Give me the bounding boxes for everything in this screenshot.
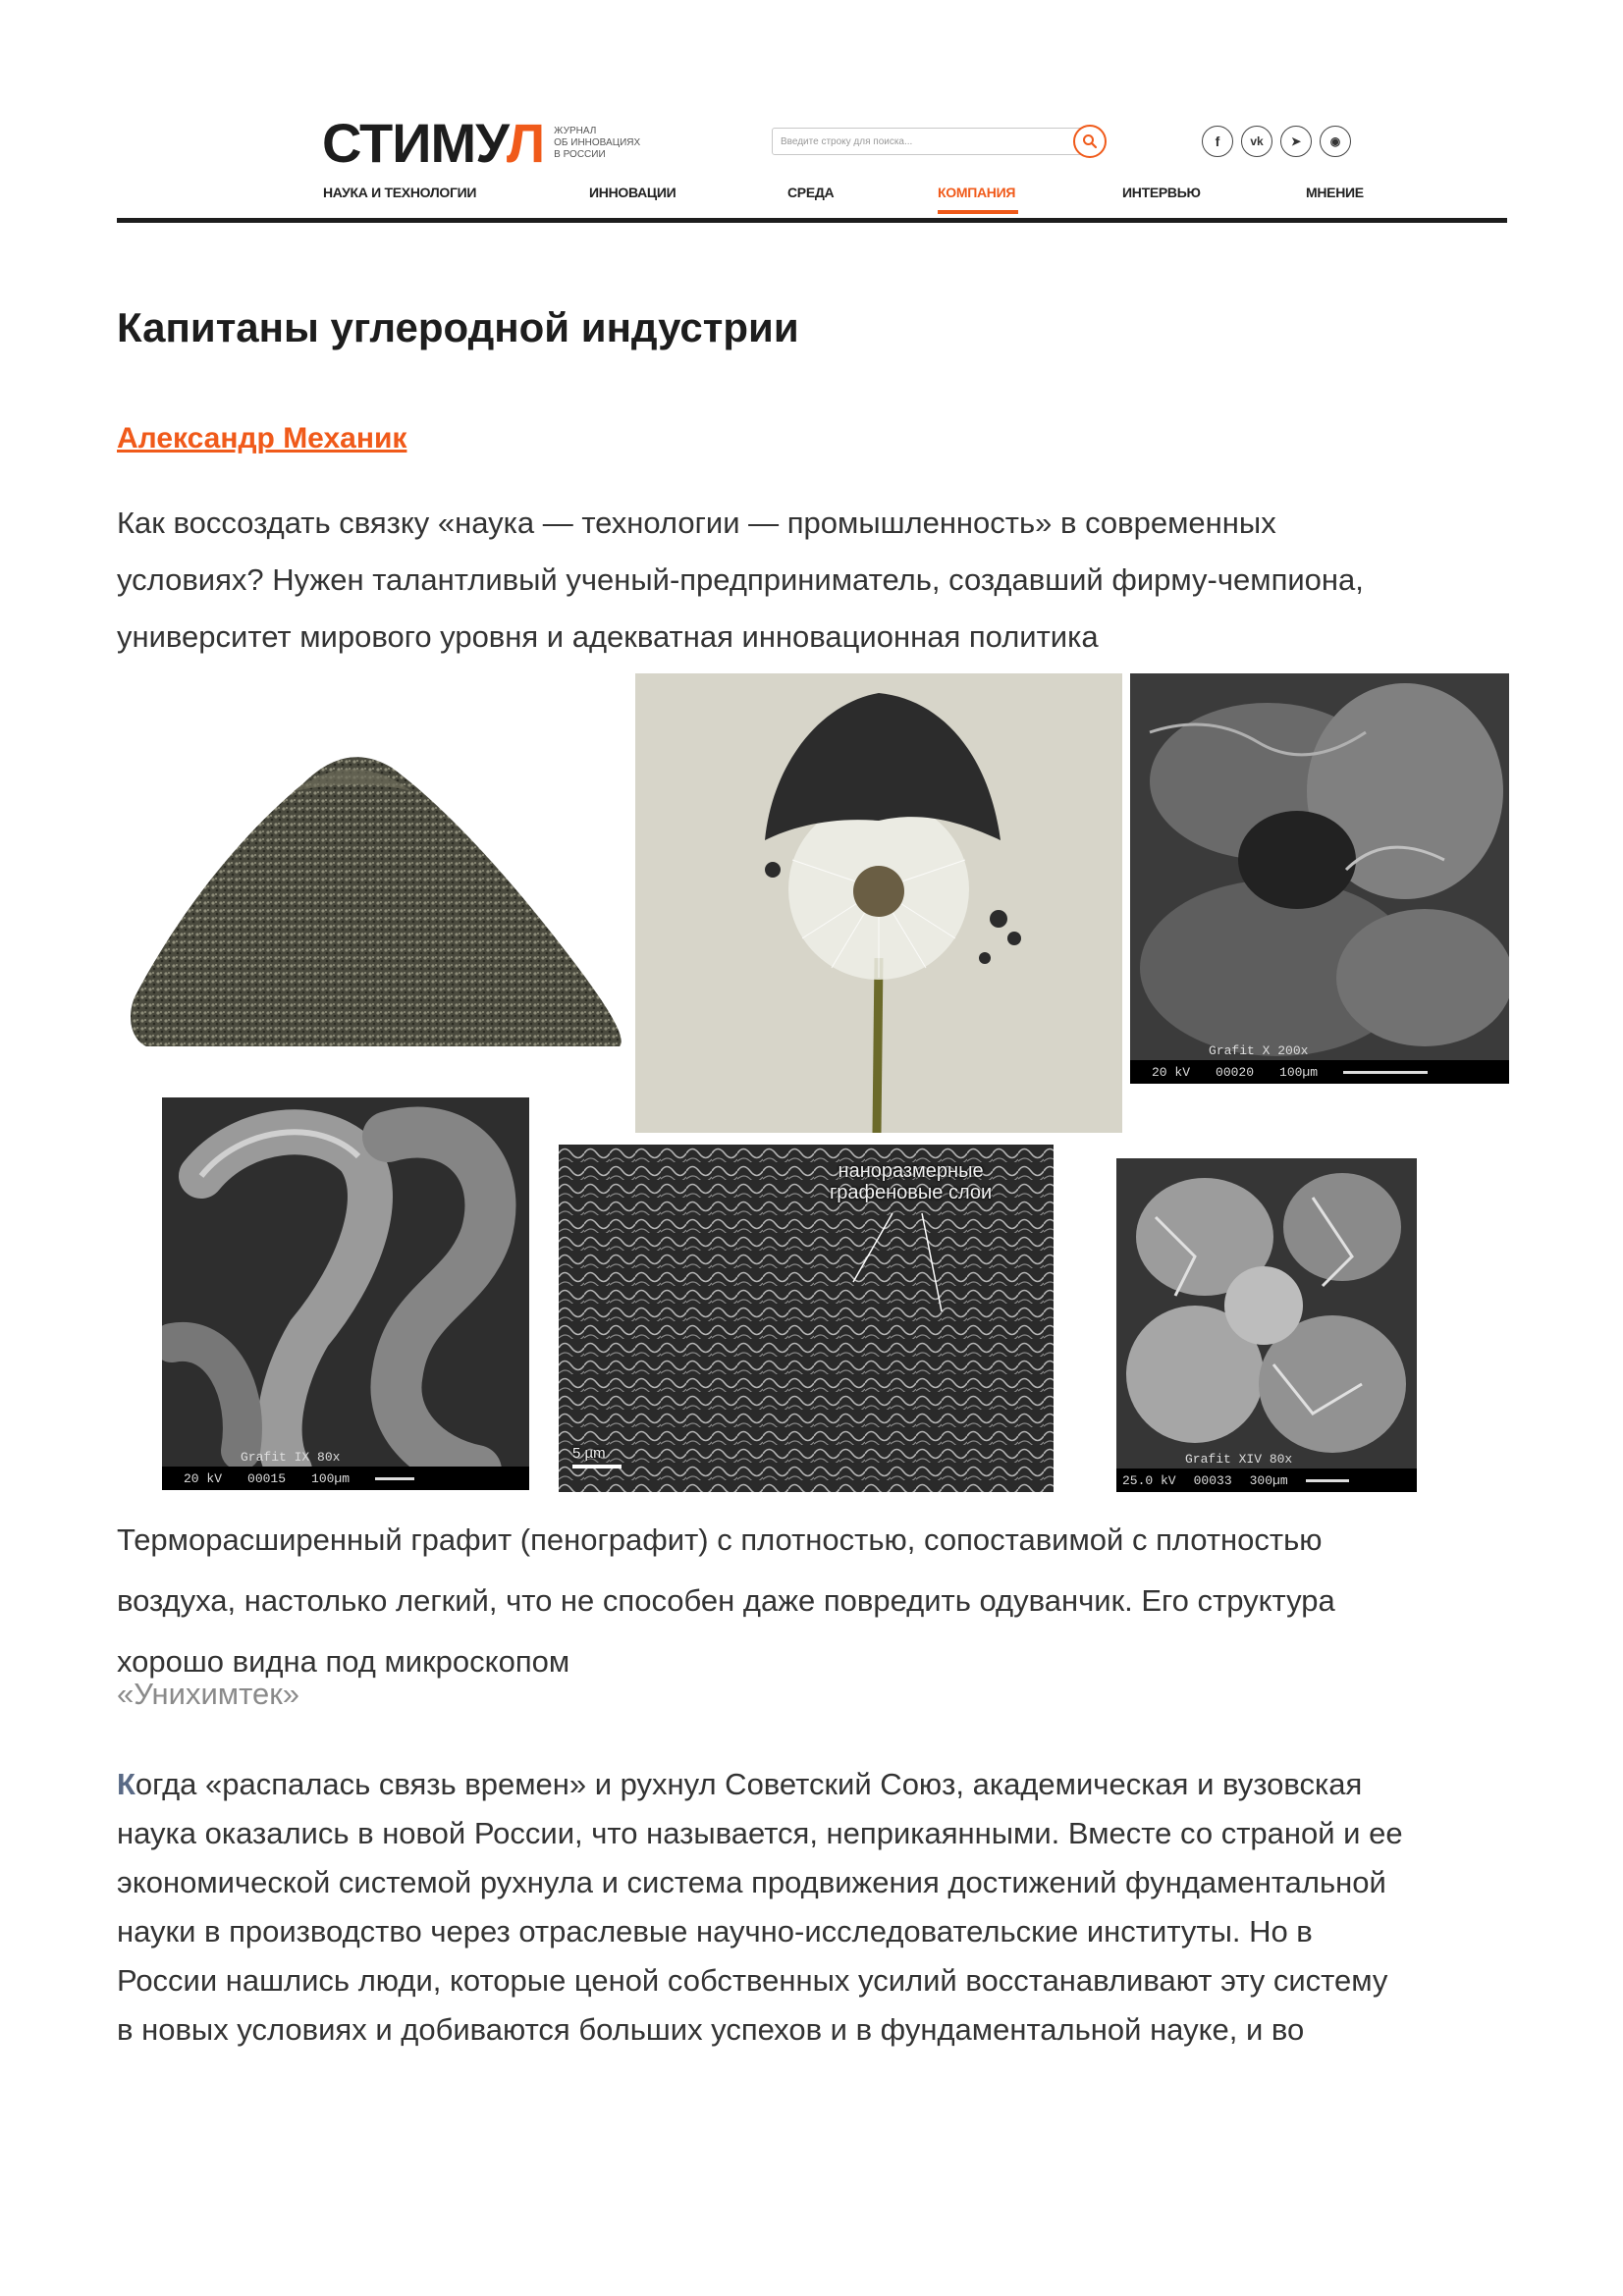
sem2-scale: 100µm xyxy=(311,1470,351,1486)
sem4-scale: 300µm xyxy=(1249,1472,1288,1488)
body-line: экономической системой рухнула и система продвижения достижений фундаментальной xyxy=(117,1865,1386,1899)
sem4-frame: 00033 xyxy=(1193,1472,1232,1488)
sem1-magnification: Grafit X 200x xyxy=(1209,1043,1309,1058)
logo-subtitle xyxy=(554,126,672,161)
body-line: наука оказались в новой России, что называется, неприкаянными. Вместе со страной и ее xyxy=(117,1816,1403,1850)
sem-micrograph-1 xyxy=(1130,673,1509,1084)
site-logo[interactable] xyxy=(322,112,672,174)
sem-micrograph-4 xyxy=(1116,1158,1417,1492)
nav-item-company[interactable]: КОМПАНИЯ xyxy=(938,185,1016,200)
body-line-first: огда «распалась связь времен» и рухнул Советский Союз, академическая и вузовская xyxy=(135,1767,1363,1801)
sem1-scale-bar xyxy=(1130,1060,1509,1084)
social-links xyxy=(1202,126,1351,157)
facebook-icon[interactable]: f xyxy=(1202,126,1233,157)
graphite-pile-photo xyxy=(117,673,635,1086)
author-link[interactable]: Александр Механик xyxy=(117,422,407,454)
sem4-magnification: Grafit XIV 80x xyxy=(1185,1452,1293,1467)
annotation-line: наноразмерные xyxy=(838,1160,984,1182)
graphene-layers-annotation xyxy=(830,1160,992,1203)
logo-wordmark xyxy=(322,112,545,174)
search-box xyxy=(772,128,1098,155)
lead-line: университет мирового уровня и адекватная инновационная политика xyxy=(117,619,1099,654)
nav-item-opinion[interactable]: МНЕНИЕ xyxy=(1306,185,1364,200)
dandelion-photo xyxy=(635,673,1122,1133)
logo-subtitle-line: В РОССИИ xyxy=(554,149,606,160)
body-line: науки в производство через отраслевые научно-исследовательские институты. Но в xyxy=(117,1914,1313,1949)
sem1-scale: 100µm xyxy=(1279,1064,1319,1080)
logo-subtitle-line: ЖУРНАЛ xyxy=(554,126,597,136)
sem4-voltage: 25.0 kV xyxy=(1122,1472,1176,1488)
annotation-line: графеновые слои xyxy=(830,1182,993,1203)
rss-icon[interactable]: ◉ xyxy=(1320,126,1351,157)
caption-line: воздуха, настолько легкий, что не способен даже повредить одуванчик. Его структура xyxy=(117,1583,1335,1618)
sem2-magnification: Grafit IX 80x xyxy=(241,1450,341,1465)
sem2-frame: 00015 xyxy=(247,1470,287,1486)
sem2-scale-bar xyxy=(162,1467,529,1490)
sem2-voltage: 20 kV xyxy=(184,1470,223,1486)
body-line: в новых условиях и добиваются больших успехов и в фундаментальной науке, и во xyxy=(117,2012,1305,2047)
sem1-frame: 00020 xyxy=(1216,1064,1255,1080)
sem4-scale-bar xyxy=(1116,1468,1417,1492)
article-title: Капитаны углеродной индустрии xyxy=(117,304,799,350)
photo-credit: «Унихимтек» xyxy=(117,1677,299,1711)
sem3-scale: 5 µm xyxy=(572,1445,606,1462)
lead-line: Как воссоздать связку «наука — технологии — промышленность» в современных xyxy=(117,506,1276,540)
graphite-photo-collage xyxy=(117,673,1507,1492)
vk-icon[interactable]: vk xyxy=(1241,126,1272,157)
logo-word-accent: Л xyxy=(506,112,545,174)
article-lead xyxy=(117,495,1511,666)
search-button[interactable] xyxy=(1073,125,1107,158)
body-line xyxy=(117,1760,1511,1809)
caption-line: Терморасширенный графит (пенографит) с плотностью, сопоставимой с плотностью xyxy=(117,1522,1323,1557)
header-divider xyxy=(117,218,1507,223)
article-body xyxy=(117,1760,1511,2055)
nav-item-environment[interactable]: СРЕДА xyxy=(787,185,835,200)
logo-subtitle-line: ОБ ИННОВАЦИЯХ xyxy=(554,137,641,148)
photo-caption xyxy=(117,1510,1511,1692)
caption-line: хорошо видна под микроскопом xyxy=(117,1644,570,1679)
logo-word-main: СТИМУ xyxy=(322,112,507,174)
main-nav xyxy=(0,185,1623,214)
sem-micrograph-3 xyxy=(559,1145,1054,1492)
dropcap: К xyxy=(117,1767,135,1801)
lead-line: условиях? Нужен талантливый ученый-предприниматель, создавший фирму-чемпиона, xyxy=(117,562,1364,597)
body-line: России нашлись люди, которые ценой собственных усилий восстанавливают эту систему xyxy=(117,1963,1388,1998)
sem2-scale-line xyxy=(375,1477,414,1480)
telegram-icon[interactable]: ➤ xyxy=(1280,126,1312,157)
sem1-voltage: 20 kV xyxy=(1152,1064,1191,1080)
sem1-scale-line xyxy=(1343,1071,1428,1074)
nav-item-innovations[interactable]: ИННОВАЦИИ xyxy=(589,185,676,200)
sem-micrograph-2 xyxy=(162,1097,529,1490)
nav-item-interview[interactable]: ИНТЕРВЬЮ xyxy=(1122,185,1201,200)
search-icon xyxy=(1082,133,1098,149)
sem4-scale-line xyxy=(1306,1479,1349,1482)
search-input[interactable] xyxy=(773,129,1065,154)
nav-item-science[interactable]: НАУКА И ТЕХНОЛОГИИ xyxy=(323,185,477,200)
active-nav-indicator xyxy=(938,210,1018,214)
